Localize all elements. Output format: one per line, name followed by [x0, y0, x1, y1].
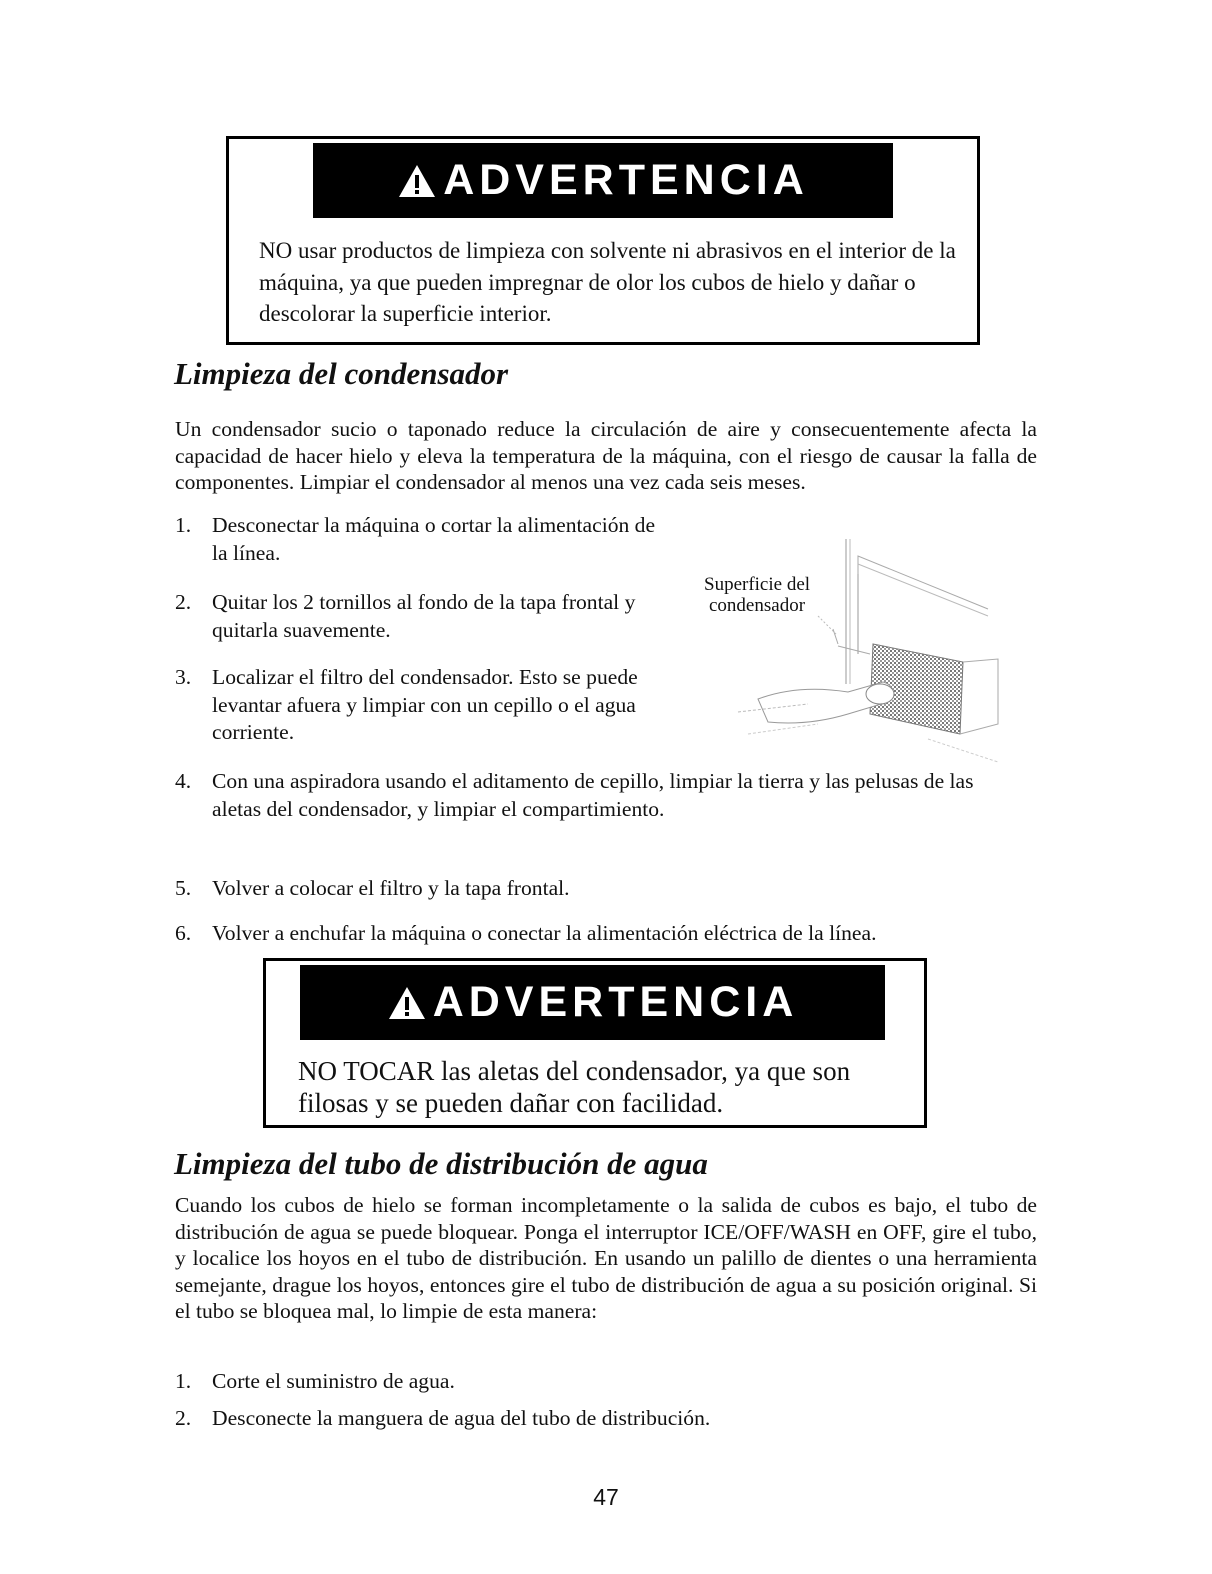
warning-text: NO TOCAR las aletas del condensador, ya que son filosas y se pueden dañar con facilidad.: [298, 1056, 851, 1118]
list-number: 3.: [175, 665, 192, 689]
list-text: Quitar los 2 tornillos al fondo de la tapa frontal y quitarla suavemente.: [212, 590, 636, 642]
list-number: 1.: [175, 1369, 192, 1393]
warning-triangle-icon: [397, 163, 437, 199]
list-text: Volver a enchufar la máquina o conectar la alimentación eléctrica de la línea.: [212, 921, 877, 945]
warning-triangle-icon: [387, 985, 427, 1021]
warning-label: ADVERTENCIA: [432, 978, 799, 1026]
list-text: Volver a colocar el filtro y la tapa frontal.: [212, 876, 570, 900]
list-text: Con una aspiradora usando el aditamento de cepillo, limpiar la tierra y las pelusas de las aletas del condensador, y limpiar el compartimiento.: [212, 769, 974, 821]
list-number: 5.: [175, 876, 192, 900]
condenser-drawing: [698, 534, 1008, 764]
figure-caption: [704, 574, 810, 616]
warning-banner: [300, 965, 885, 1040]
page-number: 47: [593, 1484, 619, 1510]
list-number: 2.: [175, 590, 192, 614]
warning-label: ADVERTENCIA: [443, 156, 809, 204]
list-number: 1.: [175, 513, 192, 537]
warning-text: NO usar productos de limpieza con solvente ni abrasivos en el interior de la máquina, ya que pueden impregnar de olor los cubos de hielo y dañar o descolorar la superficie interior.: [259, 238, 956, 326]
section-paragraph: Cuando los cubos de hielo se forman incompletamente o la salida de cubos es bajo, el tubo de distribución de agua se puede bloquear. Ponga el interruptor ICE/OFF/WASH en OFF, gire el tubo, y localice los hoyos en el tubo de distribución. En usando un palillo de dientes o una herramienta semejante, drague los hoyos, entonces gire el tubo de distribución de agua a su posición original. Si el tubo se bloquea mal, lo limpie de esta manera:: [175, 1193, 1037, 1323]
figure-caption-line: Superficie del: [704, 574, 811, 595]
section-title: Limpieza del condensador: [174, 356, 509, 391]
list-text: Desconecte la manguera de agua del tubo de distribución.: [212, 1406, 711, 1430]
section-title: Limpieza del tubo de distribución de agua: [174, 1146, 708, 1181]
warning-banner: [313, 143, 893, 218]
list-number: 6.: [175, 921, 192, 945]
warning-box: [263, 958, 927, 1128]
figure-caption-line: condensador: [709, 595, 806, 616]
section-paragraph: Un condensador sucio o taponado reduce la circulación de aire y consecuentemente afecta la capacidad de hacer hielo y eleva la temperatura de la máquina, con el riesgo de causar la falla de componentes. Limpiar el condensador al menos una vez cada seis meses.: [175, 417, 1037, 494]
list-number: 4.: [175, 769, 192, 793]
list-text: Desconectar la máquina o cortar la alimentación de la línea.: [212, 513, 656, 565]
list-text: Localizar el filtro del condensador. Esto se puede levantar afuera y limpiar con un cepillo o el agua corriente.: [212, 665, 638, 744]
list-number: 2.: [175, 1406, 192, 1430]
condenser-illustration: [698, 534, 1008, 764]
warning-box: [226, 136, 980, 345]
list-text: Corte el suministro de agua.: [212, 1369, 455, 1393]
